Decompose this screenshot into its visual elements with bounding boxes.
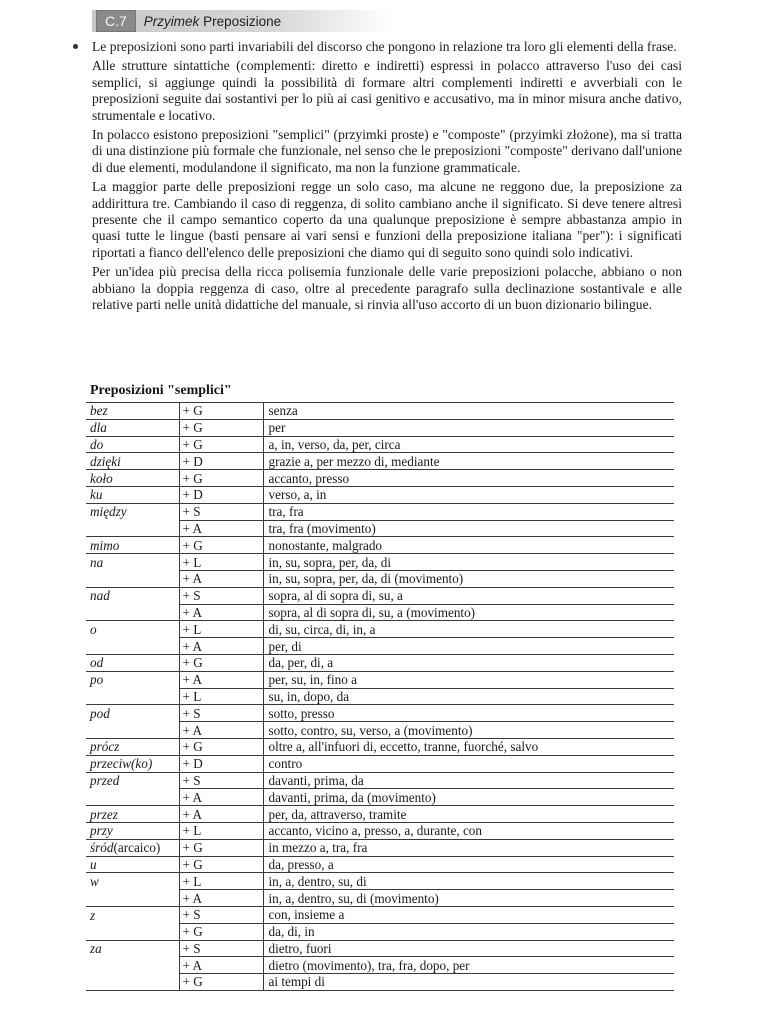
case-cell: + G <box>179 923 263 940</box>
preposition-cell <box>86 470 179 487</box>
case-cell: + L <box>179 621 263 638</box>
table-row <box>86 906 674 923</box>
case-cell: + G <box>179 856 263 873</box>
preposition: mimo <box>90 537 120 553</box>
case-cell: + G <box>179 839 263 856</box>
preposition: przed <box>90 773 120 789</box>
preposition-cell <box>86 940 179 957</box>
preposition-cell <box>86 654 179 671</box>
case-cell: + D <box>179 486 263 503</box>
meaning-cell: oltre a, all'infuori di, eccetto, tranne, fuorché, salvo <box>263 738 674 755</box>
case-cell: + S <box>179 503 263 520</box>
meaning-cell: in, su, sopra, per, da, di (movimento) <box>263 570 674 587</box>
preposition-cell <box>86 520 179 537</box>
meaning-cell: ai tempi di <box>263 974 674 991</box>
table-row <box>86 671 674 688</box>
case-cell: + A <box>179 722 263 739</box>
table-row <box>86 554 674 571</box>
case-cell: + G <box>179 537 263 554</box>
meaning-cell: contro <box>263 755 674 772</box>
preposition-cell <box>86 503 179 520</box>
table-title: Preposizioni "semplici" <box>90 383 232 398</box>
preposition-cell <box>86 436 179 453</box>
table-row <box>86 604 674 621</box>
meaning-cell: sotto, presso <box>263 705 674 722</box>
preposition: pod <box>90 705 110 721</box>
meaning-cell: per, di <box>263 638 674 655</box>
case-cell: + D <box>179 453 263 470</box>
table-row <box>86 772 674 789</box>
table-row <box>86 923 674 940</box>
preposition: z <box>90 907 96 923</box>
table-row <box>86 806 674 823</box>
case-cell: + A <box>179 638 263 655</box>
meaning-cell: per <box>263 419 674 436</box>
case-cell: + A <box>179 890 263 907</box>
preposition: od <box>90 655 104 671</box>
paragraph: Per un'idea più precisa della ricca polisemia funzionale delle varie preposizioni polacche, abbiano o non abbiano la doppia reggenza di caso, oltre al precedente paragrafo sulla declinazione sostantivale e alle relative parti nelle unità didattiche del manuale, si rinvia all'uso accorto di un buon dizionario bilingue. <box>92 264 682 313</box>
table-row <box>86 503 674 520</box>
table-row <box>86 419 674 436</box>
case-cell: + L <box>179 554 263 571</box>
preposition-note: (arcaico) <box>113 840 161 856</box>
table-row <box>86 570 674 587</box>
preposition-cell <box>86 957 179 974</box>
bullet-marker <box>73 44 78 49</box>
case-cell: + G <box>179 436 263 453</box>
preposition: w <box>90 873 99 889</box>
case-cell: + A <box>179 789 263 806</box>
meaning-cell: per, su, in, fino a <box>263 671 674 688</box>
preposition-cell <box>86 453 179 470</box>
table-row <box>86 890 674 907</box>
preposition-cell <box>86 604 179 621</box>
meaning-cell: da, per, di, a <box>263 654 674 671</box>
case-cell: + A <box>179 957 263 974</box>
preposition: na <box>90 554 104 570</box>
preposition: u <box>90 856 97 872</box>
table-row <box>86 789 674 806</box>
table-row <box>86 688 674 705</box>
preposition: dzięki <box>90 453 121 469</box>
table-row <box>86 957 674 974</box>
meaning-cell: in mezzo a, tra, fra <box>263 839 674 856</box>
meaning-cell: accanto, vicino a, presso, a, durante, con <box>263 822 674 839</box>
case-cell: + L <box>179 873 263 890</box>
paragraph: In polacco esistono preposizioni "semplici" (przyimki proste) e "composte" (przyimki złożone), ma si tratta di una distinzione più formale che funzionale, nel senso che le preposizioni "composte" derivano dall'unione di due elementi, modulandone il significato, ma non la funzione grammaticale. <box>92 127 682 175</box>
table-row <box>86 856 674 873</box>
preposition-cell <box>86 890 179 907</box>
case-cell: + L <box>179 688 263 705</box>
paragraph: La maggior parte delle preposizioni regge un solo caso, ma alcune ne reggono due, la preposizione za addirittura tre. Cambiando il caso di reggenza, di solito cambiano anche il significato. Si deve tenere altresì presente che il campo semantico coperto da una qualunque preposizione è sempre abbastanza ampio in quasi tutte le lingue (basti pensare ai vari sensi e funzioni della preposizione italiana "per"): i significati riportati a fianco dell'elenco delle preposizioni che diamo qui di seguito sono quindi solo indicativi. <box>92 179 682 260</box>
meaning-cell: in, su, sopra, per, da, di <box>263 554 674 571</box>
preposition-cell <box>86 671 179 688</box>
intro-text <box>92 39 682 314</box>
preposition: śród <box>90 840 114 856</box>
meaning-cell: in, a, dentro, su, di (movimento) <box>263 890 674 907</box>
preposition-cell <box>86 923 179 940</box>
table-row <box>86 403 674 420</box>
preposition-cell <box>86 419 179 436</box>
paragraph: Le preposizioni sono parti invariabili del discorso che pongono in relazione tra loro gli elementi della frase. <box>92 39 677 54</box>
meaning-cell: con, insieme a <box>263 906 674 923</box>
table-row <box>86 470 674 487</box>
preposition: między <box>90 504 127 520</box>
table-row <box>86 520 674 537</box>
meaning-cell: in, a, dentro, su, di <box>263 873 674 890</box>
case-cell: + S <box>179 906 263 923</box>
table-row <box>86 822 674 839</box>
paragraph: Alle strutture sintattiche (complementi: diretto e indiretti) espressi in polacco attraverso l'uso dei casi semplici, si aggiunge quindi la possibilità di formare altri complementi indiretti e avverbiali con le preposizioni seguite dai sostantivi per lo più ai casi genitivo e accusativo, ma in minor misura anche dativo, strumentale e locativo. <box>92 58 682 123</box>
preposition-cell <box>86 755 179 772</box>
case-cell: + S <box>179 705 263 722</box>
preposition-cell <box>86 822 179 839</box>
case-cell: + S <box>179 940 263 957</box>
chapter-number: C.7 <box>96 10 136 32</box>
table-row <box>86 587 674 604</box>
prepositions-table-body <box>86 403 674 991</box>
table-row <box>86 839 674 856</box>
case-cell: + A <box>179 520 263 537</box>
case-cell: + S <box>179 772 263 789</box>
preposition-cell <box>86 587 179 604</box>
case-cell: + L <box>179 822 263 839</box>
table-row <box>86 621 674 638</box>
table-row <box>86 722 674 739</box>
meaning-cell: accanto, presso <box>263 470 674 487</box>
meaning-cell: sotto, contro, su, verso, a (movimento) <box>263 722 674 739</box>
meaning-cell: senza <box>263 403 674 420</box>
meaning-cell: tra, fra (movimento) <box>263 520 674 537</box>
case-cell: + A <box>179 570 263 587</box>
preposition-cell <box>86 486 179 503</box>
table-row <box>86 705 674 722</box>
case-cell: + D <box>179 755 263 772</box>
chapter-title-polish: Przyimek <box>143 13 200 29</box>
case-cell: + G <box>179 470 263 487</box>
case-cell: + A <box>179 806 263 823</box>
preposition-cell <box>86 974 179 991</box>
preposition-cell <box>86 789 179 806</box>
meaning-cell: davanti, prima, da <box>263 772 674 789</box>
preposition-cell <box>86 554 179 571</box>
preposition-cell <box>86 906 179 923</box>
preposition-cell <box>86 403 179 420</box>
case-cell: + G <box>179 738 263 755</box>
preposition-cell <box>86 839 179 856</box>
meaning-cell: sopra, al di sopra di, su, a (movimento) <box>263 604 674 621</box>
preposition-cell <box>86 738 179 755</box>
preposition-cell <box>86 688 179 705</box>
meaning-cell: per, da, attraverso, tramite <box>263 806 674 823</box>
meaning-cell: di, su, circa, di, in, a <box>263 621 674 638</box>
prepositions-table <box>86 402 674 991</box>
table-row <box>86 755 674 772</box>
table-row <box>86 436 674 453</box>
case-cell: + S <box>179 587 263 604</box>
preposition: dla <box>90 420 107 436</box>
meaning-cell: dietro (movimento), tra, fra, dopo, per <box>263 957 674 974</box>
meaning-cell: tra, fra <box>263 503 674 520</box>
preposition: przeciw(ko) <box>90 756 153 772</box>
meaning-cell: su, in, dopo, da <box>263 688 674 705</box>
preposition: koło <box>90 470 113 486</box>
preposition-cell <box>86 772 179 789</box>
table-row <box>86 873 674 890</box>
table-row <box>86 537 674 554</box>
preposition-cell <box>86 537 179 554</box>
table-row <box>86 654 674 671</box>
chapter-title <box>144 14 281 29</box>
preposition-cell <box>86 722 179 739</box>
case-cell: + G <box>179 403 263 420</box>
case-cell: + A <box>179 604 263 621</box>
chapter-title-italian: Preposizione <box>203 13 282 29</box>
preposition: o <box>90 622 97 637</box>
table-row <box>86 974 674 991</box>
preposition: prócz <box>90 739 120 755</box>
preposition-cell <box>86 621 179 638</box>
table-row <box>86 638 674 655</box>
preposition: do <box>90 436 104 452</box>
meaning-cell: grazie a, per mezzo di, mediante <box>263 453 674 470</box>
table-row <box>86 486 674 503</box>
table-row <box>86 453 674 470</box>
meaning-cell: verso, a, in <box>263 486 674 503</box>
preposition-cell <box>86 638 179 655</box>
preposition: za <box>90 941 102 957</box>
meaning-cell: dietro, fuori <box>263 940 674 957</box>
case-cell: + G <box>179 974 263 991</box>
preposition-cell <box>86 856 179 873</box>
meaning-cell: da, di, in <box>263 923 674 940</box>
preposition: przy <box>90 823 113 839</box>
case-cell: + G <box>179 419 263 436</box>
preposition: przez <box>90 806 118 822</box>
meaning-cell: a, in, verso, da, per, circa <box>263 436 674 453</box>
preposition: nad <box>90 588 110 604</box>
preposition: ku <box>90 487 103 503</box>
table-row <box>86 940 674 957</box>
chapter-header <box>92 10 392 32</box>
preposition-cell <box>86 806 179 823</box>
meaning-cell: nonostante, malgrado <box>263 537 674 554</box>
preposition-cell <box>86 570 179 587</box>
preposition: po <box>90 672 104 688</box>
meaning-cell: sopra, al di sopra di, su, a <box>263 587 674 604</box>
meaning-cell: davanti, prima, da (movimento) <box>263 789 674 806</box>
preposition-cell <box>86 873 179 890</box>
preposition: bez <box>90 403 108 419</box>
case-cell: + G <box>179 654 263 671</box>
preposition-cell <box>86 705 179 722</box>
case-cell: + A <box>179 671 263 688</box>
table-row <box>86 738 674 755</box>
meaning-cell: da, presso, a <box>263 856 674 873</box>
